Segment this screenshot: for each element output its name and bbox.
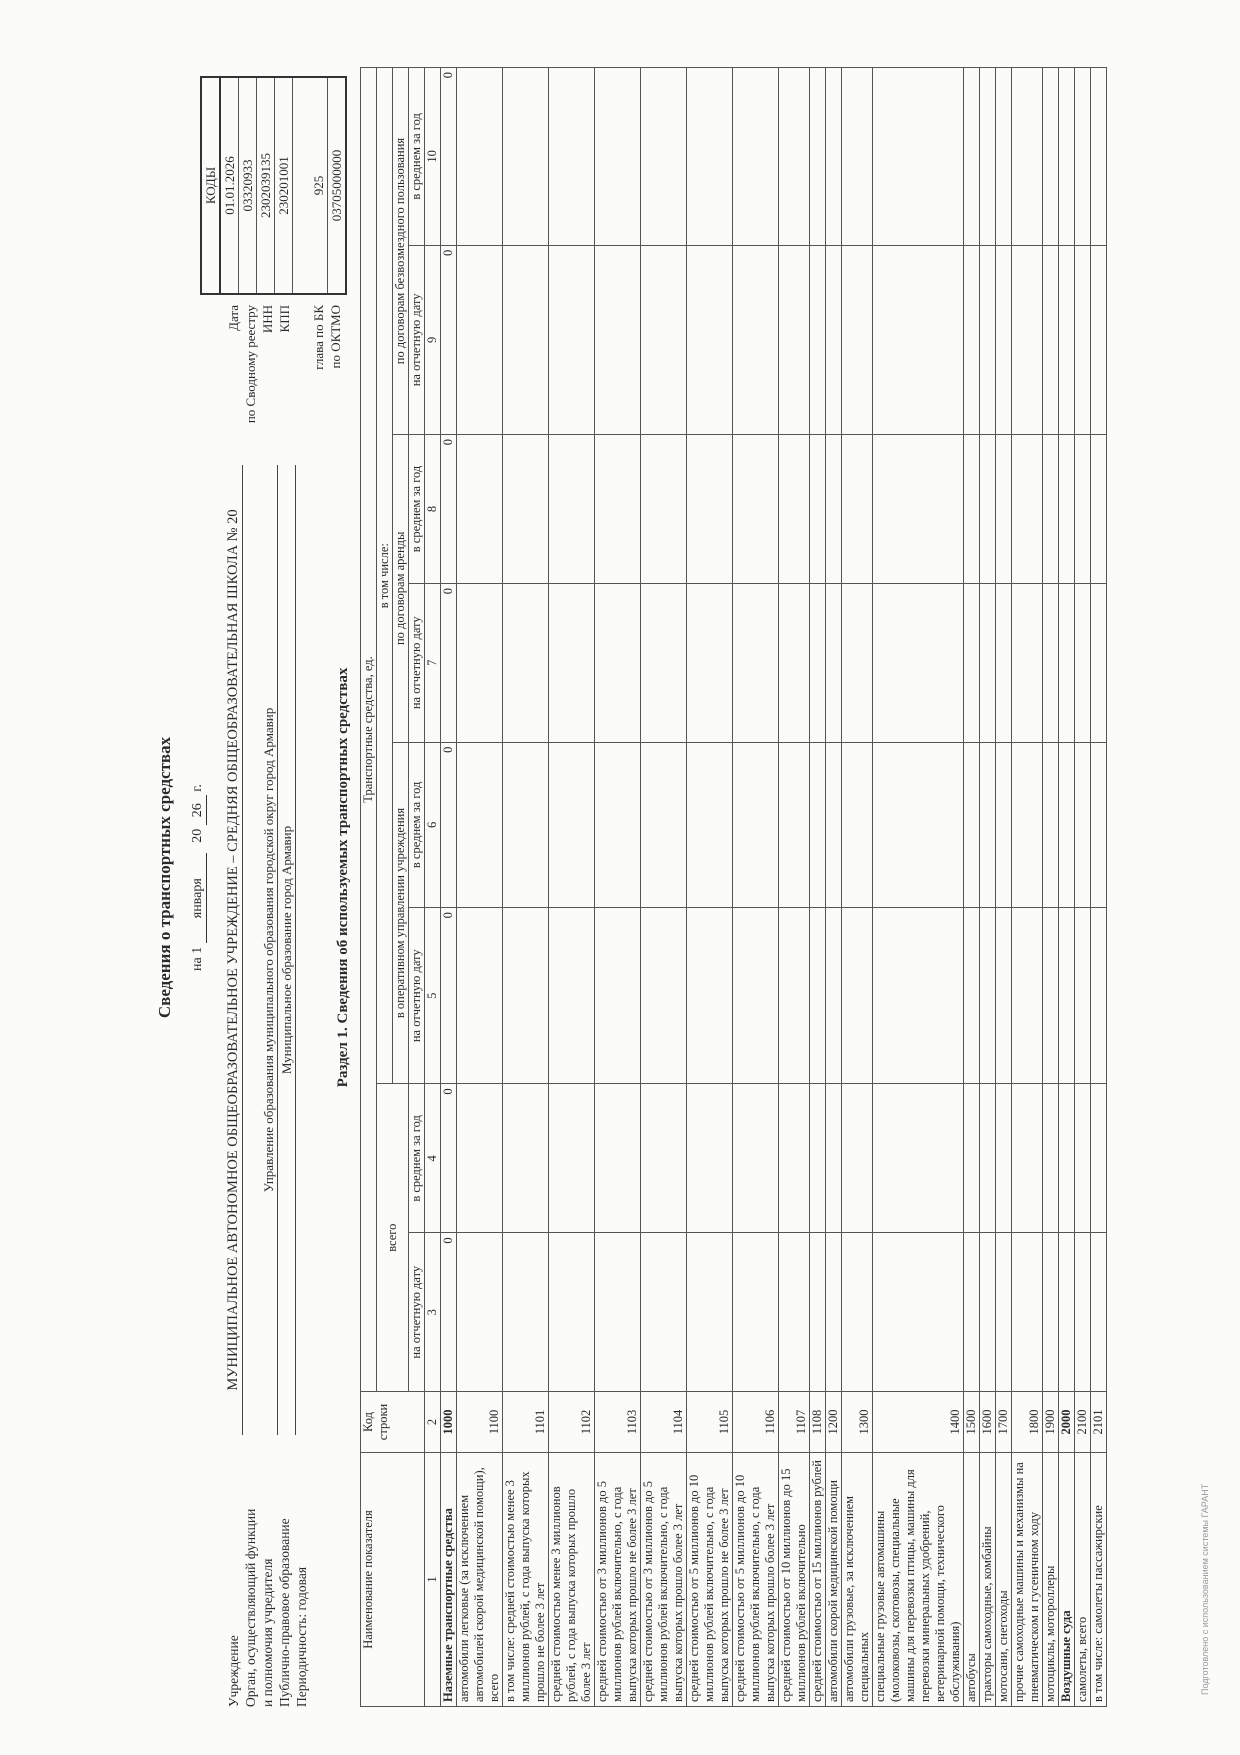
row-value (641, 1084, 687, 1233)
row-value (687, 583, 733, 742)
row-value (641, 908, 687, 1084)
row-value (1075, 68, 1091, 246)
row-value (503, 1233, 549, 1392)
row-code: 1102 (549, 1392, 595, 1453)
row-value (779, 1084, 810, 1233)
row-value (964, 435, 980, 584)
row-value (503, 68, 549, 246)
row-value (687, 742, 733, 908)
row-value (1091, 245, 1107, 434)
row-value (641, 742, 687, 908)
report-date: на 1 января 20 26 г. (190, 784, 205, 971)
row-value (964, 583, 980, 742)
row-value (595, 68, 641, 246)
table-row (873, 68, 964, 1707)
row-value (980, 742, 996, 908)
codes-header: КОДЫ (202, 78, 221, 293)
rent-header: по договорам аренды (393, 435, 409, 743)
row-value (964, 742, 980, 908)
row-value: 0 (441, 583, 457, 742)
row-label: средней стоимостью от 10 миллионов до 15 миллионов рублей включительно (779, 1453, 810, 1707)
row-value (1075, 435, 1091, 584)
row-value (1091, 908, 1107, 1084)
row-value (842, 583, 873, 742)
row-code: 1900 (1043, 1392, 1059, 1453)
row-value: 0 (441, 1233, 457, 1392)
row-value (1012, 435, 1043, 584)
row-value (826, 908, 842, 1084)
row-value (549, 583, 595, 742)
row-value (1012, 583, 1043, 742)
row-value (457, 1084, 503, 1233)
row-code: 1105 (687, 1392, 733, 1453)
row-label: средней стоимостью от 5 миллионов до 10 миллионов рублей включительно, с года выпуска которых прошло более 3 лет (733, 1453, 779, 1707)
row-value (842, 1233, 873, 1392)
table-row (964, 68, 980, 1707)
row-value (549, 435, 595, 584)
row-value (842, 908, 873, 1084)
table-row (1091, 68, 1107, 1707)
row-value (549, 1084, 595, 1233)
row-value (826, 245, 842, 434)
row-value (964, 908, 980, 1084)
row-value (641, 435, 687, 584)
row-value (503, 742, 549, 908)
table-row (687, 68, 733, 1707)
row-label: прочие самоходные машины и механизмы на пневматическом и гусеничном ходу (1012, 1453, 1043, 1707)
row-value (842, 68, 873, 246)
row-value (964, 68, 980, 246)
code-labels: Дата по Сводному реестру ИНН КПП глава по БК по ОКТМО (226, 305, 343, 424)
code-oktmo: 03705000000 (329, 149, 344, 222)
row-value (779, 1233, 810, 1392)
row-value (779, 583, 810, 742)
row-value (1043, 908, 1059, 1084)
row-value (873, 1233, 964, 1392)
row-value (826, 68, 842, 246)
row-value (826, 1233, 842, 1392)
row-code: 1106 (733, 1392, 779, 1453)
row-value: 0 (441, 68, 457, 246)
row-value (826, 583, 842, 742)
table-row (826, 68, 842, 1707)
row-value (873, 1084, 964, 1233)
row-value (1091, 742, 1107, 908)
row-label: средней стоимостью от 15 миллионов рублей (810, 1453, 826, 1707)
table-row (1075, 68, 1091, 1707)
row-value (1043, 1084, 1059, 1233)
row-value (457, 742, 503, 908)
row-value (1091, 435, 1107, 584)
row-value (1091, 583, 1107, 742)
codes-box (200, 76, 347, 295)
page-title: Сведения о транспортных средствах (155, 736, 174, 1019)
row-value (687, 245, 733, 434)
row-value (595, 742, 641, 908)
row-code: 1103 (595, 1392, 641, 1453)
row-value (810, 245, 826, 434)
table-row (779, 68, 810, 1707)
row-value (1075, 908, 1091, 1084)
row-value: 0 (441, 742, 457, 908)
table-row (733, 68, 779, 1707)
row-value (595, 583, 641, 742)
row-value (503, 1084, 549, 1233)
row-code: 2101 (1091, 1392, 1107, 1453)
row-code: 1107 (779, 1392, 810, 1453)
row-value (779, 435, 810, 584)
table-row (641, 68, 687, 1707)
table-row (996, 68, 1012, 1707)
row-value (980, 583, 996, 742)
row-value: 0 (441, 245, 457, 434)
table-row (595, 68, 641, 1707)
row-label: автобусы (964, 1453, 980, 1707)
row-value (810, 435, 826, 584)
row-value (980, 68, 996, 246)
row-value (779, 742, 810, 908)
row-value (733, 1233, 779, 1392)
row-value (810, 68, 826, 246)
row-value (826, 742, 842, 908)
row-value (1043, 68, 1059, 246)
row-value (457, 68, 503, 246)
table-row (503, 68, 549, 1707)
row-value (503, 245, 549, 434)
row-value (873, 435, 964, 584)
section-title: Раздел 1. Сведения об используемых транспортных средствах (335, 667, 351, 1088)
row-value (842, 1084, 873, 1233)
row-label: Воздушные суда (1059, 1453, 1075, 1707)
row-value (549, 245, 595, 434)
row-label: средней стоимостью от 5 миллионов до 10 миллионов рублей включительно, с года выпуска которых прошло не более 3 лет (687, 1453, 733, 1707)
row-value (1043, 1233, 1059, 1392)
code-inn: 2302039135 (257, 78, 275, 293)
row-value (996, 245, 1012, 434)
row-value (980, 435, 996, 584)
row-value (873, 742, 964, 908)
row-value (687, 1084, 733, 1233)
row-value: 0 (441, 435, 457, 584)
table-row (549, 68, 595, 1707)
table-body (441, 68, 1107, 1707)
row-label: средней стоимостью от 3 миллионов до 5 миллионов рублей включительно, с года выпуска которых прошло не более 3 лет (595, 1453, 641, 1707)
row-value (641, 245, 687, 434)
row-value (810, 583, 826, 742)
row-value (1059, 435, 1075, 584)
row-value (641, 583, 687, 742)
row-code: 1000 (441, 1392, 457, 1453)
row-value (1091, 68, 1107, 246)
row-value (1091, 1233, 1107, 1392)
row-value (503, 908, 549, 1084)
row-value (733, 583, 779, 742)
row-label: мотосани, снегоходы (996, 1453, 1012, 1707)
row-value (733, 435, 779, 584)
row-code: 1400 (873, 1392, 964, 1453)
vehicles-header: Транспортные средства, ед. (361, 68, 377, 1392)
row-value (1059, 1233, 1075, 1392)
col-code-header: Код строки (361, 1392, 425, 1453)
row-value (1043, 583, 1059, 742)
row-value (549, 742, 595, 908)
code-registry: 03320933 (239, 78, 257, 293)
row-code: 1200 (826, 1392, 842, 1453)
row-value (595, 1233, 641, 1392)
row-value (503, 583, 549, 742)
code-date: 01.01.2026 (221, 78, 239, 293)
row-code: 1800 (1012, 1392, 1043, 1453)
row-value (964, 1084, 980, 1233)
row-value (1059, 1084, 1075, 1233)
row-value (1075, 1084, 1091, 1233)
row-value (873, 908, 964, 1084)
row-value (1043, 435, 1059, 584)
free-use-header: по договорам безвозмездного пользования (393, 68, 409, 435)
row-value (996, 583, 1012, 742)
row-label: средней стоимостью менее 3 миллионов рублей, с года выпуска которых прошло более 3 лет (549, 1453, 595, 1707)
row-value (457, 908, 503, 1084)
row-value (641, 1233, 687, 1392)
row-code: 2100 (1075, 1392, 1091, 1453)
row-value (1059, 68, 1075, 246)
row-label: в том числе: средней стоимостью менее 3 миллионов рублей, с года выпуска которых прошло не более 3 лет (503, 1453, 549, 1707)
row-value (1043, 245, 1059, 434)
row-value: 0 (441, 1084, 457, 1233)
row-value (457, 583, 503, 742)
row-value (996, 908, 1012, 1084)
row-value (595, 435, 641, 584)
code-kpp: 230201001 (275, 78, 293, 293)
row-code: 1104 (641, 1392, 687, 1453)
ppo-field: Муниципальное образование город Армавир (278, 465, 296, 1435)
row-value (980, 1233, 996, 1392)
row-value (687, 435, 733, 584)
row-code: 2000 (1059, 1392, 1075, 1453)
row-value (1012, 1233, 1043, 1392)
row-value (733, 1084, 779, 1233)
row-value (826, 435, 842, 584)
row-value (1012, 742, 1043, 908)
row-value (779, 908, 810, 1084)
report-month: января (190, 853, 207, 943)
row-label: автомобили легковые (за исключением автомобилей скорой медицинской помощи), всего (457, 1453, 503, 1707)
row-value (457, 245, 503, 434)
table-row (1012, 68, 1043, 1707)
row-label: специальные грузовые автомашины (молоковозы, скотовозы, специальные машины для перевозки птицы, машины для перевозки минеральных удобрений, ветеринарной помощи, технического обслуживания) (873, 1453, 964, 1707)
table-row (980, 68, 996, 1707)
including-header: в том числе: (377, 68, 393, 1084)
row-code: 1108 (810, 1392, 826, 1453)
row-label: в том числе: самолеты пассажирские (1091, 1453, 1107, 1707)
row-value (1043, 742, 1059, 908)
row-value (1012, 908, 1043, 1084)
header-fields (225, 465, 296, 1435)
table-row (810, 68, 826, 1707)
row-value (733, 742, 779, 908)
organ-field: Управление образования муниципального образования городской округ город Армавир (260, 465, 278, 1435)
row-value (996, 435, 1012, 584)
row-label: средней стоимостью от 3 миллионов до 5 миллионов рублей включительно, с года выпуска которых прошло более 3 лет (641, 1453, 687, 1707)
row-value (826, 1084, 842, 1233)
row-value (549, 908, 595, 1084)
row-label: Наземные транспортные средства (441, 1453, 457, 1707)
row-value (996, 68, 1012, 246)
row-value (1075, 583, 1091, 742)
row-label: мотоциклы, мотороллеры (1043, 1453, 1059, 1707)
row-value (549, 1233, 595, 1392)
garant-note: Подготовлено с использованием системы ГАРАНТ (1200, 1483, 1210, 1695)
row-value (549, 68, 595, 246)
row-value: 0 (441, 908, 457, 1084)
row-value (996, 1084, 1012, 1233)
col-name-header: Наименование показателя (361, 1453, 425, 1707)
row-label: автомобили грузовые, за исключением специальных (842, 1453, 873, 1707)
operative-header: в оперативном управлении учреждения (393, 742, 409, 1084)
row-value (996, 742, 1012, 908)
row-value (842, 742, 873, 908)
row-value (595, 908, 641, 1084)
row-value (503, 435, 549, 584)
row-value (1075, 1233, 1091, 1392)
row-value (1091, 1084, 1107, 1233)
column-numbers-row: 1 2 3 4 5 6 7 8 9 10 (425, 68, 441, 1707)
row-value (964, 245, 980, 434)
row-value (873, 245, 964, 434)
row-code: 1101 (503, 1392, 549, 1453)
row-code: 1600 (980, 1392, 996, 1453)
row-value (687, 68, 733, 246)
row-value (779, 68, 810, 246)
code-bk: 925 (293, 78, 328, 293)
row-value (873, 583, 964, 742)
row-value (1059, 583, 1075, 742)
row-value (687, 908, 733, 1084)
row-value (1059, 908, 1075, 1084)
row-value (733, 68, 779, 246)
row-value (964, 1233, 980, 1392)
row-value (733, 245, 779, 434)
table-row (457, 68, 503, 1707)
table-row (1059, 68, 1075, 1707)
row-value (1012, 1084, 1043, 1233)
row-value (1012, 68, 1043, 246)
row-value (996, 1233, 1012, 1392)
row-code: 1700 (996, 1392, 1012, 1453)
row-value (842, 245, 873, 434)
row-code: 1300 (842, 1392, 873, 1453)
table-row (441, 68, 457, 1707)
row-label: самолеты, всего (1075, 1453, 1091, 1707)
row-value (1059, 742, 1075, 908)
row-value (810, 908, 826, 1084)
table-row (1043, 68, 1059, 1707)
vehicles-table: Наименование показателя Код строки Транспортные средства, ед. всего в том числе: в оперативном управлении учреждения по договорам аренды по договорам безвозмездного пользования на отчетную дату в среднем за год на отчетную дату в среднем за год на отчетную дату в среднем за год на отчетную дату в среднем за год 1 2 3 4 5 6 7 8 9 10 Наземные транспортные средства 1000 0 0 0 0 0 0 0 0 автомобили легковые (за исключением автомобилей скорой медицинской помощи), всего 1100 в том числе: средней стоимостью менее 3 миллионов рублей, с года выпуска которых прошло не более 3 лет 1101 средней стоимостью менее 3 миллионов рублей, с года выпуска которых прошло более 3 лет 1102 средней стоимостью от 3 миллионов до 5 миллионов рублей включительно, с года выпуска которых прошло не более 3 лет 1103 средней стоимостью от 3 миллионов до 5 миллионов рублей включительно, с года выпуска которых прошло более 3 лет 1104 средней стоимостью от 5 миллионов до 10 миллионов рублей включительно, с года выпуска которых прошло не более 3 лет 1105 средней стоимостью от 5 миллионов до 10 миллионов рублей включительно, с года выпуска которых прошло более 3 лет 1106 средней стоимостью от 10 миллионов до 15 миллионов рублей включительно 1107 средней стоимостью от 15 миллионов рублей 1108 автомобили скорой медицинской помощи 1200 автомобили грузовые, за исключением специальных 1300 специальные грузовые автомашины (молоковозы, скотовозы, специальные машины для перевозки птицы, машины для перевозки минеральных удобрений, ветеринарной помощи, технического обслуживания) 1400 автобусы 1500 тракторы самоходные, комбайны 1600 мотосани, снегоходы 1700 прочие самоходные машины и механизмы на пневматическом и гусеничном ходу 1800 мотоциклы, мотороллеры 1900 Воздушные суда 2000 самолеты, всего 2100 в том числе: самолеты пассажирские 2101 (360, 67, 1107, 1707)
row-code: 1100 (457, 1392, 503, 1453)
row-value (733, 908, 779, 1084)
row-value (1059, 245, 1075, 434)
row-value (595, 245, 641, 434)
row-value (687, 1233, 733, 1392)
total-header: всего (377, 1084, 409, 1392)
table-row (842, 68, 873, 1707)
row-value (457, 1233, 503, 1392)
row-value (810, 1233, 826, 1392)
row-value (595, 1084, 641, 1233)
row-value (779, 245, 810, 434)
row-value (810, 742, 826, 908)
row-value (1075, 742, 1091, 908)
header-labels: Учреждение Орган, осуществляющий функции и полномочия учредителя Публично-правовое образование Периодичность: годовая (226, 1508, 309, 1707)
institution-field: МУНИЦИПАЛЬНОЕ АВТОНОМНОЕ ОБЩЕОБРАЗОВАТЕЛЬНОЕ УЧРЕЖДЕНИЕ – СРЕДНЯЯ ОБЩЕОБРАЗОВАТЕЛЬНАЯ ШКОЛА № 20 (225, 465, 243, 1435)
report-year: 26 (190, 795, 207, 825)
row-value (980, 908, 996, 1084)
row-value (842, 435, 873, 584)
row-value (1012, 245, 1043, 434)
row-value (641, 68, 687, 246)
row-value (1075, 245, 1091, 434)
row-label: автомобили скорой медицинской помощи (826, 1453, 842, 1707)
row-label: тракторы самоходные, комбайны (980, 1453, 996, 1707)
row-value (980, 245, 996, 434)
row-code: 1500 (964, 1392, 980, 1453)
row-value (457, 435, 503, 584)
row-value (980, 1084, 996, 1233)
row-value (873, 68, 964, 246)
row-value (810, 1084, 826, 1233)
